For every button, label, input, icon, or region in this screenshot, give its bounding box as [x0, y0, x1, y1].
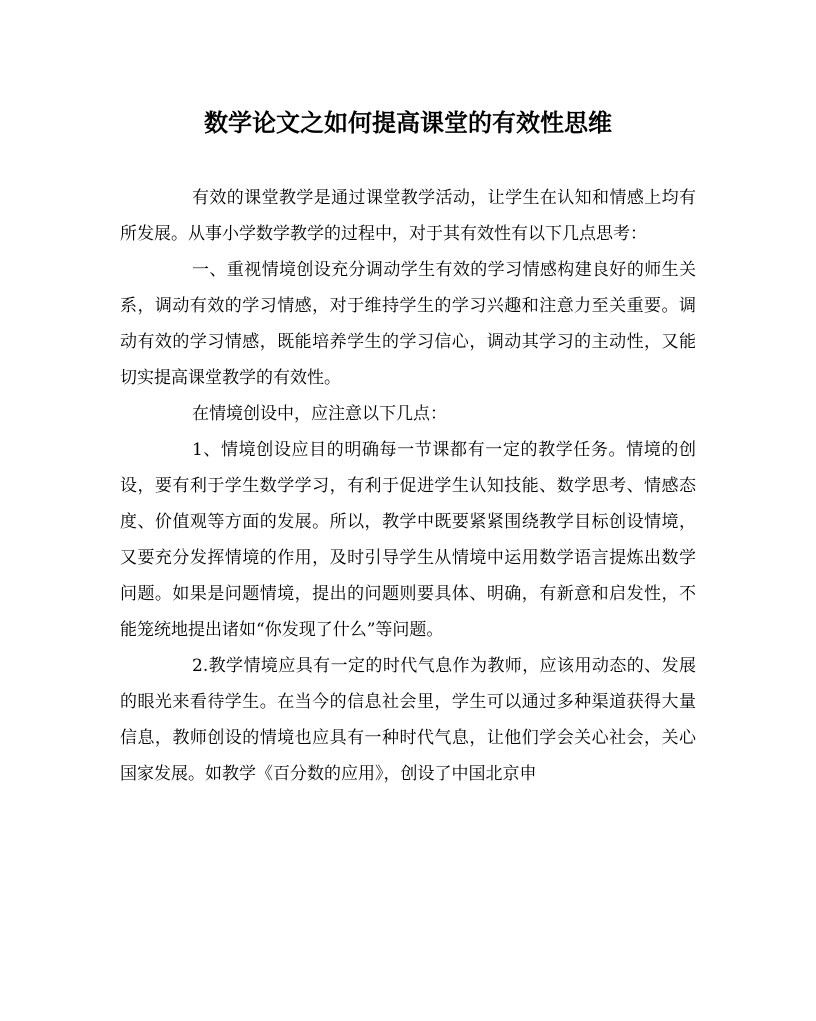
paragraph-notes-lead: 在情境创设中，应注意以下几点：: [192, 404, 447, 424]
document-body: [120, 180, 696, 792]
paragraph-point-one: 1、情境创设应目的明确每一节课都有一定的教学任务。情境的创设，要有利于学生数学学习，有利于促进学生认知技能、数学思考、情感态度、价值观等方面的发展。所以，教学中既要紧紧围绕教学目标创设情境，又要充分发挥情境的作用，及时引导学生从情境中运用数学语言提炼出数学问题。如果是问题情境，提出的问题则要具体、明确，有新意和启发性，不能笼统地提出诸如“你发现了什么”等问题。: [120, 440, 696, 640]
paragraph-point-two: 2.教学情境应具有一定的时代气息作为教师，应该用动态的、发展的眼光来看待学生。在当今的信息社会里，学生可以通过多种渠道获得大量信息，教师创设的情境也应具有一种时代气息，让他们学会关心社会，关心国家发展。如教学《百分数的应用》，创设了中国北京申: [120, 656, 696, 784]
paragraph-intro: 有效的课堂教学是通过课堂教学活动，让学生在认知和情感上均有所发展。从事小学数学教学的过程中，对于其有效性有以下几点思考：: [120, 188, 696, 244]
paragraph-section-one: 一、重视情境创设充分调动学生有效的学习情感构建良好的师生关系，调动有效的学习情感，对于维持学生的学习兴趣和注意力至关重要。调动有效的学习情感，既能培养学生的学习信心，调动其学习的主动性，又能切实提高课堂教学的有效性。: [120, 260, 696, 388]
document-title: 数学论文之如何提高课堂的有效性思维: [204, 108, 612, 137]
